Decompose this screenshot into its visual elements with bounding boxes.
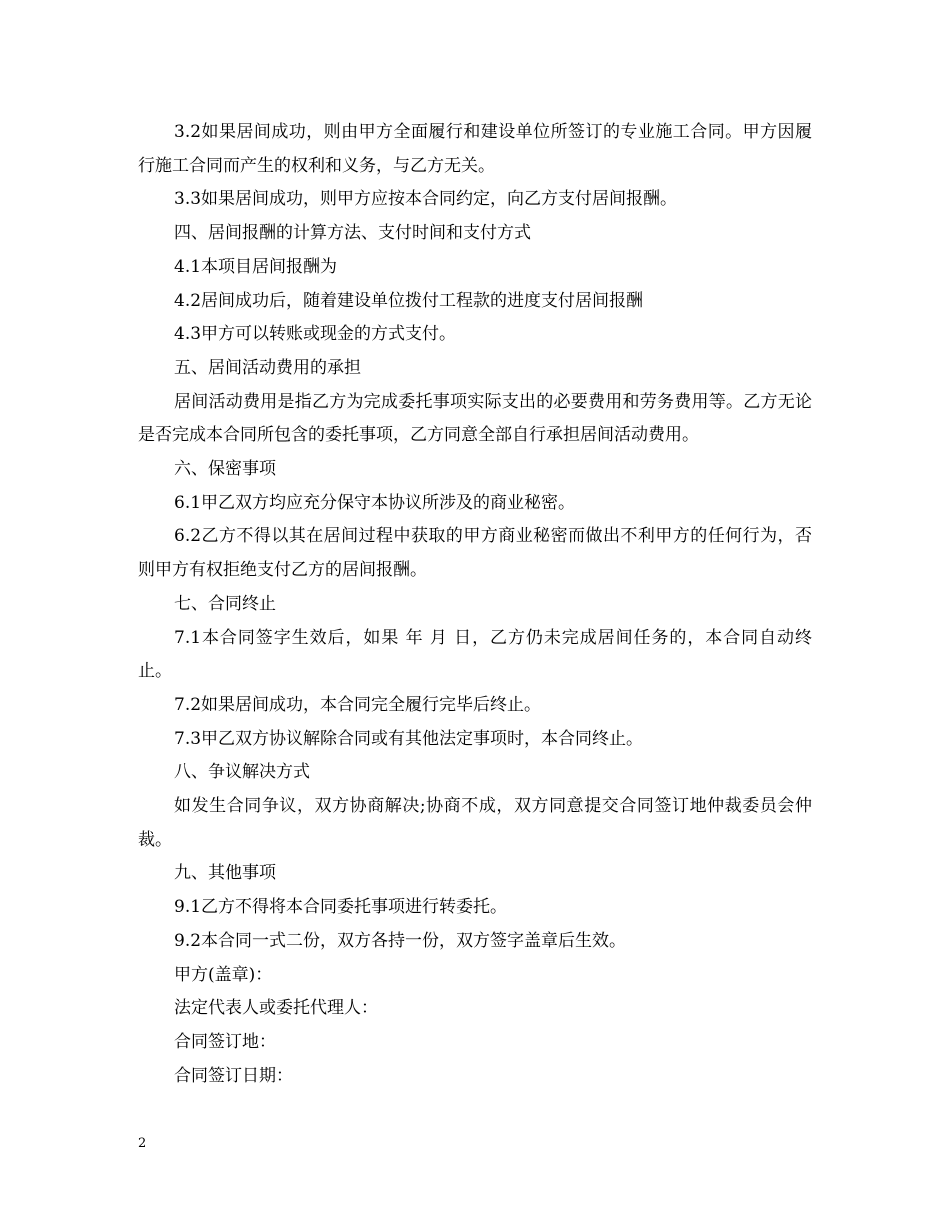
- paragraph-9-1: 9.1乙方不得将本合同委托事项进行转委托。: [174, 897, 508, 918]
- section-heading-4: 四、居间报酬的计算方法、支付时间和支付方式: [174, 223, 531, 244]
- section-heading-9: 九、其他事项: [174, 863, 276, 884]
- paragraph-7-3: 7.3甲乙双方协议解除合同或有其他法定事项时，本合同终止。: [174, 728, 644, 749]
- paragraph-4-3: 4.3甲方可以转账或现金的方式支付。: [174, 324, 457, 345]
- signature-date: 合同签订日期：: [174, 1065, 293, 1086]
- paragraph-5-body: 居间活动费用是指乙方为完成委托事项实际支出的必要费用和劳务费用等。乙方无论是否完成本合同所包含的委托事项，乙方同意全部自行承担居间活动费用。: [138, 391, 812, 446]
- section-heading-8: 八、争议解决方式: [174, 762, 310, 783]
- page-number: 2: [138, 1136, 147, 1151]
- paragraph-3-2: 3.2如果居间成功，则由甲方全面履行和建设单位所签订的专业施工合同。甲方因履行施工合同而产生的权利和义务，与乙方无关。: [138, 122, 812, 176]
- paragraph-7-2: 7.2如果居间成功，本合同完全履行完毕后终止。: [174, 694, 542, 715]
- paragraph-7-1: 7.1本合同签字生效后，如果 年 月 日，乙方仍未完成居间任务的，本合同自动终止。: [138, 627, 812, 682]
- paragraph-4-2: 4.2居间成功后，随着建设单位拨付工程款的进度支付居间报酬: [174, 290, 644, 311]
- section-heading-6: 六、保密事项: [174, 459, 276, 480]
- section-heading-7: 七、合同终止: [174, 593, 276, 614]
- paragraph-8-body: 如发生合同争议，双方协商解决;协商不成，双方同意提交合同签订地仲裁委员会仲裁。: [138, 796, 812, 850]
- paragraph-3-3: 3.3如果居间成功，则甲方应按本合同约定，向乙方支付居间报酬。: [174, 189, 678, 210]
- signature-legal-representative: 法定代表人或委托代理人：: [174, 998, 378, 1019]
- paragraph-6-1: 6.1甲乙双方均应充分保守本协议所涉及的商业秘密。: [174, 492, 576, 513]
- paragraph-9-2: 9.2本合同一式二份，双方各持一份，双方签字盖章后生效。: [174, 930, 627, 951]
- paragraph-4-1: 4.1本项目居间报酬为: [174, 256, 338, 277]
- section-heading-5: 五、居间活动费用的承担: [174, 357, 361, 378]
- signature-party-a: 甲方(盖章)：: [174, 964, 273, 985]
- document-body: [138, 116, 812, 1093]
- signature-place: 合同签订地：: [174, 1031, 276, 1052]
- paragraph-6-2: 6.2乙方不得以其在居间过程中获取的甲方商业秘密而做出不利甲方的任何行为，否则甲方有权拒绝支付乙方的居间报酬。: [138, 526, 812, 581]
